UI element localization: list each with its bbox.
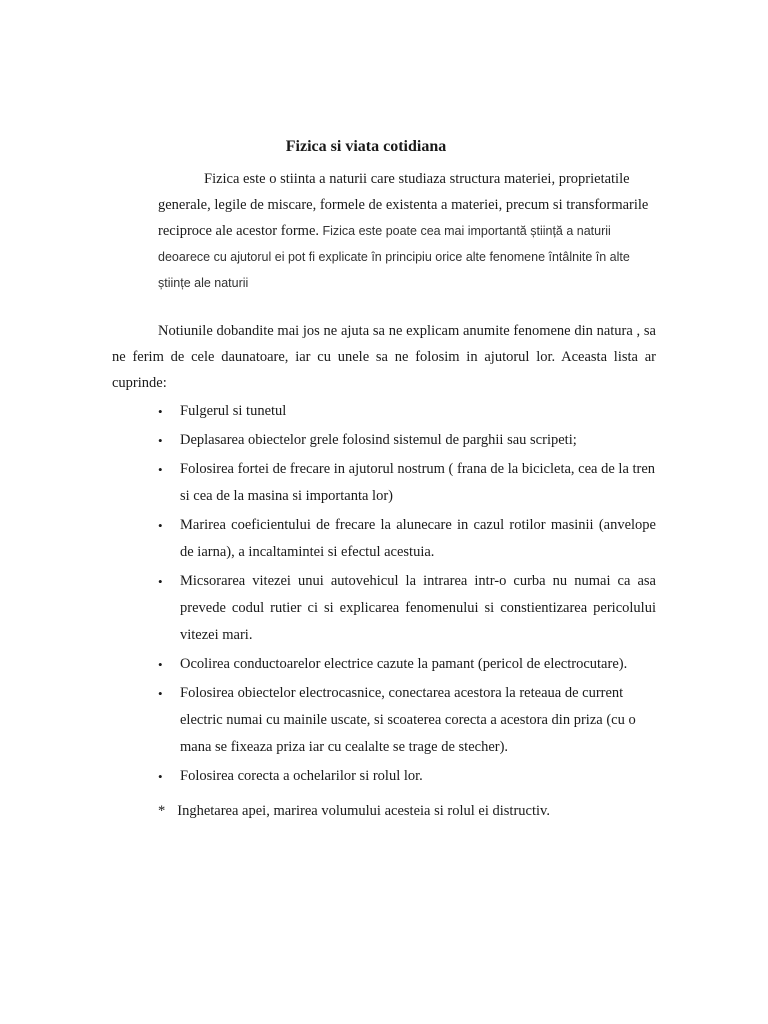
bullet-list (158, 398, 656, 792)
document-title: Fizica si viata cotidiana (285, 138, 447, 155)
intro-indent (158, 171, 204, 187)
list-item (158, 456, 656, 510)
list-item-text: Folosirea obiectelor electrocasnice, conectarea acestora la reteaua de current electric numai cu mainile uscate, si scoaterea corecta a acestora din priza (cu o mana se fixeaza priza iar cu cealalte se trage de stecher). (180, 685, 636, 755)
list-item (158, 568, 656, 649)
para2-text: Notiunile dobandite mai jos ne ajuta sa ne explicam anumite fenomene din natura , sa ne ferim de cele daunatoare, iar cu unele sa ne folosim in ajutorul lor. Aceasta lista ar cuprinde: (112, 323, 656, 391)
list-item (158, 398, 656, 425)
bullet-icon: • (158, 433, 163, 448)
list-item (158, 651, 656, 678)
bullet-icon: • (158, 404, 163, 419)
list-item (158, 427, 656, 454)
list-item (158, 763, 656, 790)
intro-paragraph (158, 166, 658, 296)
asterisk-icon: * (158, 803, 166, 819)
list-item-text: Ocolirea conductoarelor electrice cazute la pamant (pericol de electrocutare). (180, 656, 628, 672)
list-item-text: Fulgerul si tunetul (180, 403, 287, 419)
bullet-icon: • (158, 518, 163, 533)
bullet-icon: • (158, 462, 163, 477)
list-item-text: Deplasarea obiectelor grele folosind sistemul de parghii sau scripeti; (180, 432, 577, 448)
list-intro-paragraph (112, 318, 656, 396)
bullet-icon: • (158, 769, 163, 784)
bullet-icon: • (158, 657, 163, 672)
list-item (158, 512, 656, 566)
list-item-text: Folosirea corecta a ochelarilor si rolul lor. (180, 768, 423, 784)
intro-sans-text: Fizica este poate cea mai importantă știință a naturii deoarece cu ajutorul ei pot fi explicate în principiu orice alte fenomene întâlnite în alte științe ale naturii (158, 224, 630, 290)
star-item (158, 800, 550, 822)
bullet-icon: • (158, 574, 163, 589)
para2-indent (112, 323, 158, 339)
intro-serif-text: Fizica este o stiinta a naturii care studiaza structura materiei, proprietatile generale, legile de miscare, formele de existenta a materiei, precum si transformarile reciproce ale acestor forme. (158, 171, 649, 239)
list-item (158, 680, 656, 761)
star-item-text: Inghetarea apei, marirea volumului acesteia si rolul ei distructiv. (177, 803, 550, 819)
bullet-icon: • (158, 686, 163, 701)
list-item-text: Marirea coeficientului de frecare la alunecare in cazul rotilor masinii (anvelope de iarna), a incaltamintei si efectul acestuia. (180, 517, 656, 560)
list-item-text: Micsorarea vitezei unui autovehicul la intrarea intr-o curba nu numai ca asa prevede codul rutier ci si explicarea fenomenului si constientizarea pericolului vitezei mari. (180, 573, 656, 643)
list-item-text: Folosirea fortei de frecare in ajutorul nostrum ( frana de la bicicleta, cea de la tren si cea de la masina si importanta lor) (180, 461, 656, 504)
